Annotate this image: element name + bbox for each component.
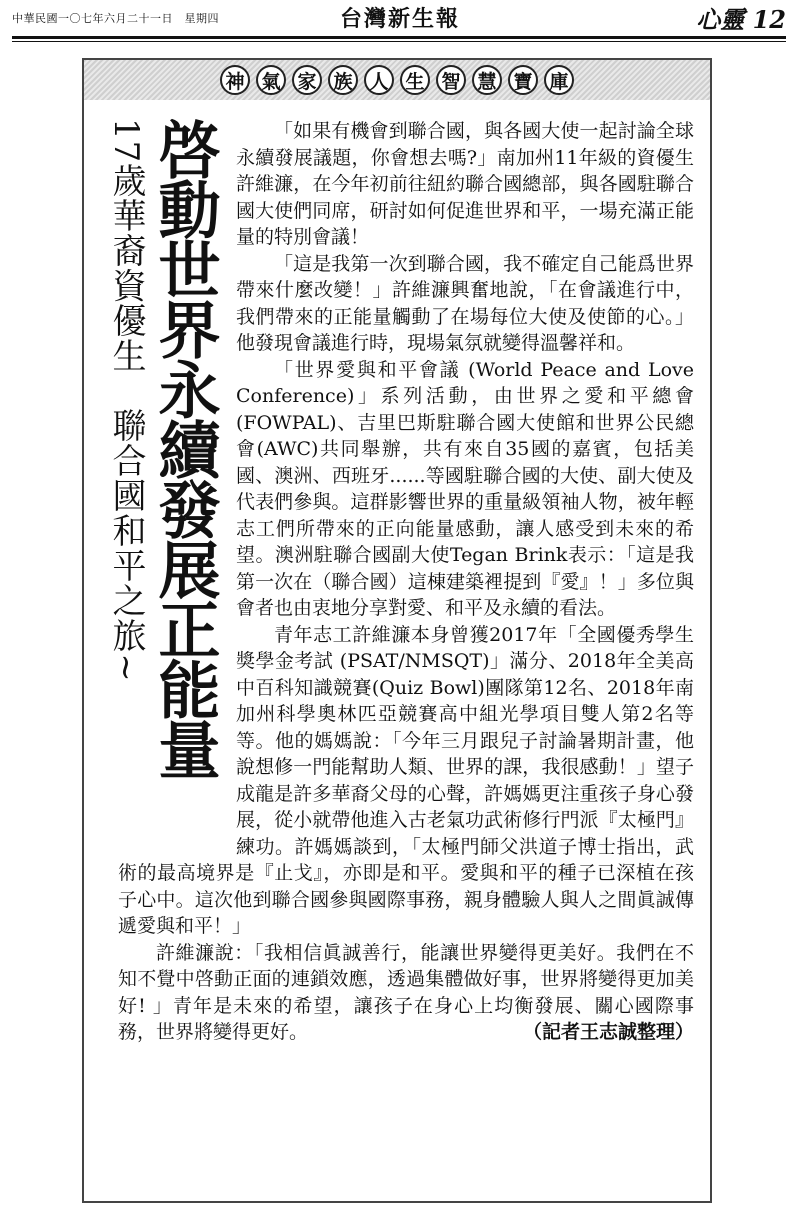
banner-char: 族 — [328, 65, 358, 95]
section-label: 心靈 12 — [696, 5, 786, 34]
paragraph — [118, 940, 694, 1046]
byline: （記者王志誠整理） — [522, 1021, 694, 1043]
article-title: 啓動世界永續發展正能量 — [148, 118, 221, 778]
banner-char: 慧 — [472, 65, 502, 95]
article-subtitle: 17歲華裔資優生 聯合國和平之旅~ — [106, 118, 146, 683]
masthead-rule — [12, 36, 786, 39]
banner-char: 生 — [400, 65, 430, 95]
banner-char: 庫 — [544, 65, 574, 95]
masthead — [0, 0, 798, 40]
banner-char: 智 — [436, 65, 466, 95]
banner-char: 神 — [220, 65, 250, 95]
paragraph: 「這是我第一次到聯合國，我不確定自己能爲世界帶來什麼改變！」許維濂興奮地說，「在會議進行中，我們帶來的正能量觸動了在場每位大使及使節的心。」他發現會議進行時，現場氣氛就變得溫馨祥和。 — [236, 252, 694, 354]
article-body — [118, 118, 694, 1198]
title-space — [118, 118, 236, 838]
issue-date: 中華民國一〇七年六月二十一日 星期四 — [12, 12, 219, 25]
paragraph: 青年志工許維濂本身曾獲2017年「全國優秀學生獎學金考試 (PSAT/NMSQT)」滿分、2018年全美高中百科知識競賽(Quiz Bowl)團隊第12名、2018年南加州科學奧林匹亞競賽高中組光學項目雙人第2名等等。他的媽媽說：「今年三月跟兒子討論暑期計畫，他說想修一門能幫助人類、世界的課，我很感動！」望子成龍是許多華裔父母的心聲，許媽媽更注重孩子身心發展，從小就帶他進入古老氣功武術修行門派『太極門』練功。許媽媽談到，「太極門師父洪道子博士指出，武術的最高境界是『止戈』，亦即是和平。愛與和平的種子已深植在孩子心中。這次他到聯合國參與國際事務，親身體驗人與人之間眞誠傳遞愛與和平！」 — [118, 623, 694, 937]
masthead-rule-thin — [12, 41, 786, 42]
newspaper-name: 台灣新生報 — [340, 6, 461, 32]
column-banner — [84, 60, 710, 100]
paragraph-text: 許維濂說：「我相信眞誠善行，能讓世界變得更美好。我們在不知不覺中啓動正面的連鎖效應，透過集體做好事，世界將變得更加美好! 」青年是未來的希望，讓孩子在身心上均衡發展、關心國際事務，世界將變得更好。 — [118, 941, 694, 1043]
paragraph: 「如果有機會到聯合國，與各國大使一起討論全球永續發展議題，你會想去嗎?」南加州11年級的資優生許維濂，在今年初前往紐約聯合國總部，與各國駐聯合國大使們同席，研討如何促進世界和平，一場充滿正能量的特別會議！ — [236, 120, 694, 248]
banner-char: 氣 — [256, 65, 286, 95]
banner-char: 家 — [292, 65, 322, 95]
banner-char: 人 — [364, 65, 394, 95]
paragraph: 「世界愛與和平會議 (World Peace and Love Conference)」系列活動，由世界之愛和平總會(FOWPAL)、吉里巴斯駐聯合國大使館和世界公民總會(AWC)共同舉辦，共有來自35國的嘉賓，包括美國、澳洲、西班牙......等國駐聯合國的大使、副大使及代表們參與。這群影響世界的重量級領袖人物，被年輕志工們所帶來的正向能量感動，讓人感受到未來的希望。澳洲駐聯合國副大使Tegan Brink表示：「這是我第一次在（聯合國）這棟建築裡提到『愛』！」多位與會者也由衷地分享對愛、和平及永續的看法。 — [236, 358, 694, 619]
banner-chars — [220, 65, 574, 95]
banner-char: 寶 — [508, 65, 538, 95]
